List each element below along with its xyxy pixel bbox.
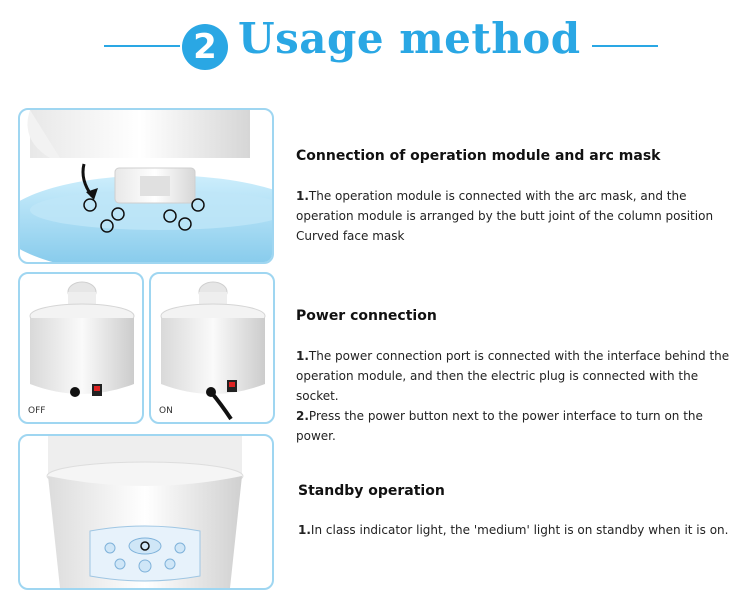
control-panel-illustration	[20, 436, 272, 588]
photo-module-mask-connection	[18, 108, 274, 264]
item-number: 2.	[296, 409, 309, 423]
header-left-line	[104, 45, 180, 47]
power-on-caption: ON	[159, 406, 173, 416]
item-text: Press the power button next to the power interface to turn on the power.	[296, 409, 703, 443]
item-text: In class indicator light, the 'medium' light is on standby when it is on.	[310, 523, 729, 537]
section-title: Standby operation	[298, 483, 445, 499]
power-off-caption: OFF	[28, 406, 46, 416]
section-text	[296, 186, 746, 246]
list-item	[296, 346, 736, 406]
item-number: 1.	[298, 523, 311, 537]
section-text	[296, 346, 736, 446]
section-text	[298, 520, 738, 540]
section-title: Connection of operation module and arc mask	[296, 148, 661, 164]
item-number: 1.	[296, 189, 309, 203]
header-right-line	[592, 45, 658, 47]
module-mask-illustration	[20, 110, 272, 262]
photo-power-off	[18, 272, 144, 424]
device-off-illustration	[20, 274, 142, 422]
list-item	[296, 406, 736, 446]
item-text: The power connection port is connected with the interface behind the operation module, and then the electric plug is connected with the socket.	[296, 349, 730, 403]
photo-standby-panel	[18, 434, 274, 590]
header	[0, 0, 750, 100]
page-title: Usage method	[238, 14, 581, 63]
step-number-badge: 2	[182, 24, 228, 70]
photo-power-on	[149, 272, 275, 424]
item-number: 1.	[296, 349, 309, 363]
device-on-illustration	[151, 274, 273, 422]
section-title: Power connection	[296, 308, 437, 324]
item-text: The operation module is connected with the arc mask, and the operation module is arranged by the butt joint of the column position Curved face mask	[296, 189, 714, 243]
